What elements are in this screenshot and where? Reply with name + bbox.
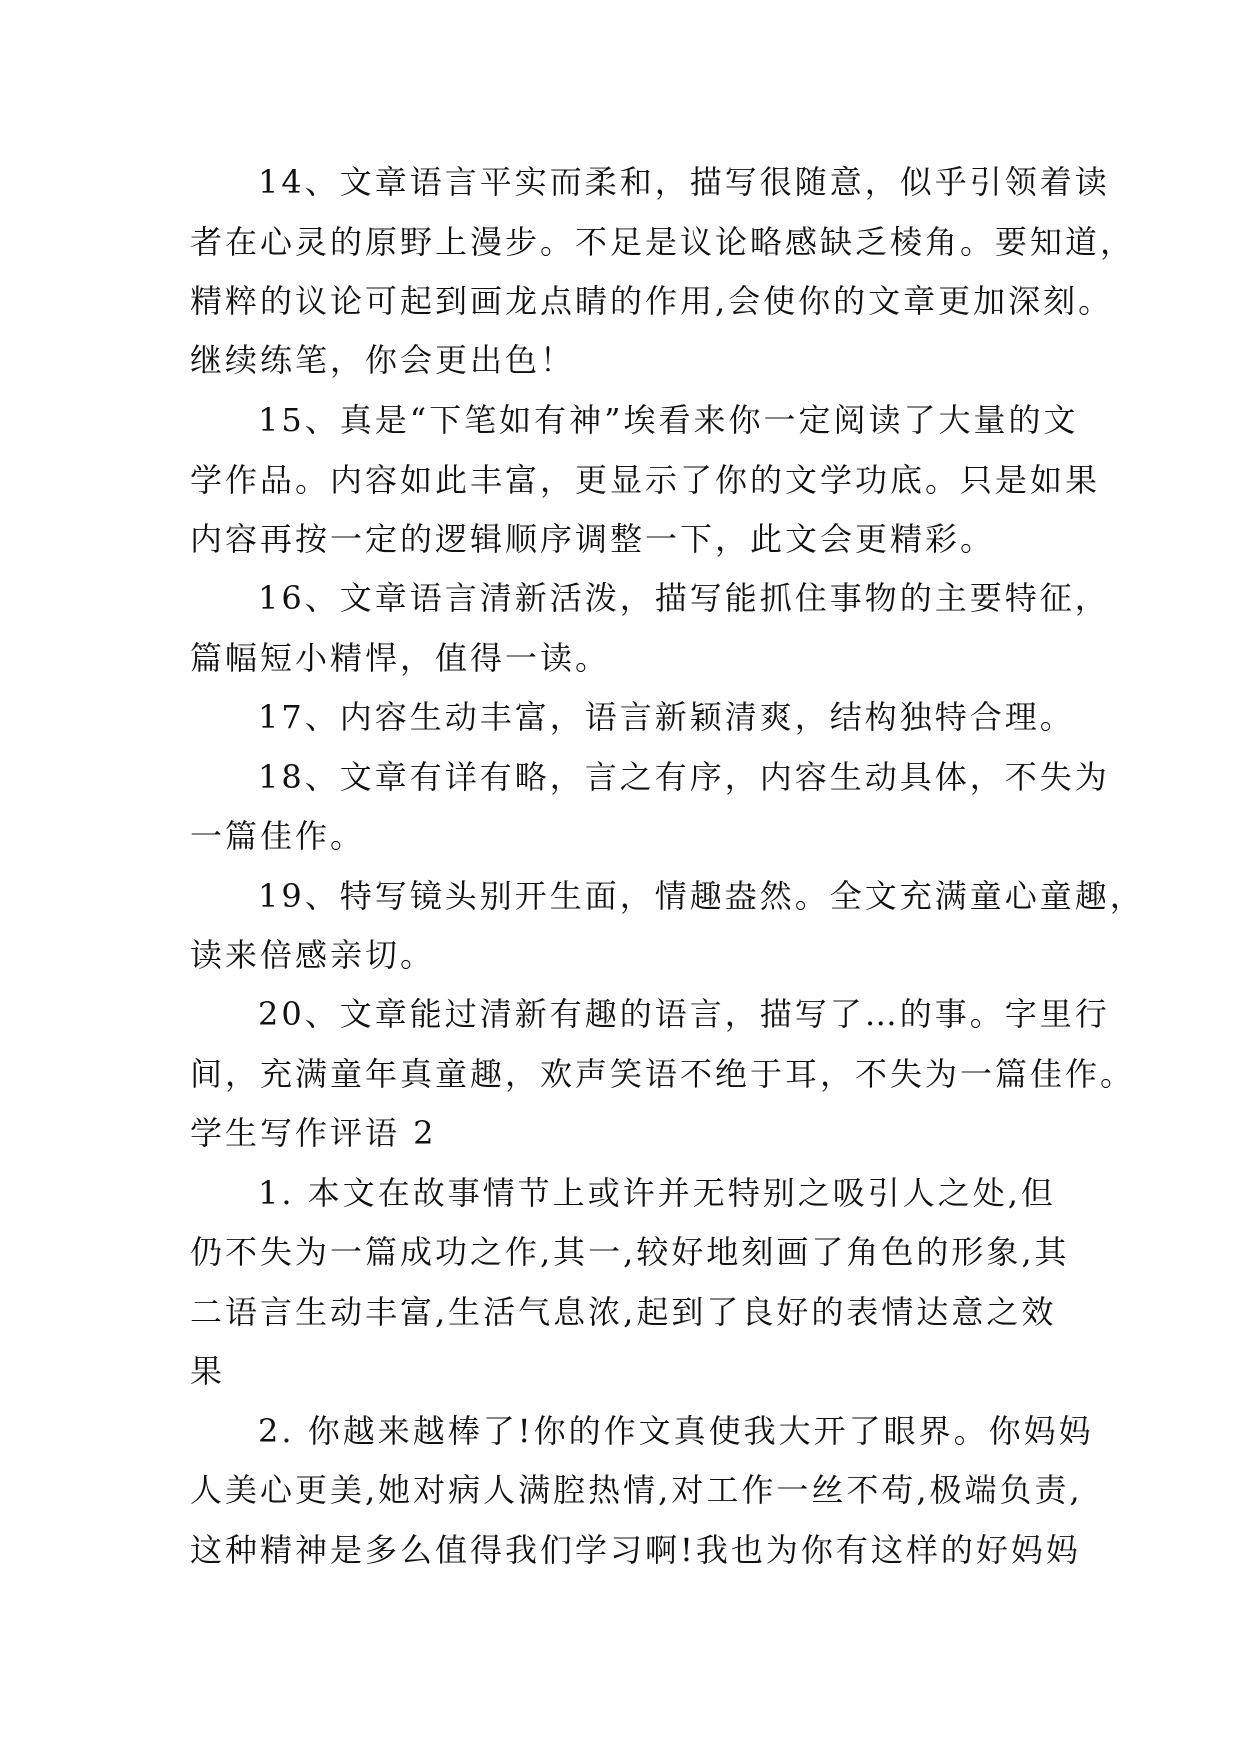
comment-18-line-2: 一篇佳作。 [190, 817, 366, 855]
comment-14-line-3: 精粹的议论可起到画龙点睛的作用,会使你的文章更加深刻。 [190, 282, 1114, 320]
item-1-line-1: 1. 本文在故事情节上或许并无特别之吸引人之处,但 [258, 1174, 1056, 1212]
comment-16-line-1: 16、文章语言清新活泼，描写能抓住事物的主要特征， [258, 579, 1110, 617]
section-heading: 学生写作评语 2 [190, 1114, 437, 1152]
comment-14-line-4: 继续练笔，你会更出色！ [190, 341, 576, 379]
comment-15-line-1: 15、真是“下笔如有神”埃看来你一定阅读了大量的文 [258, 401, 1079, 439]
item-1-line-3: 二语言生动丰富,生活气息浓,起到了良好的表情达意之效 [190, 1293, 1057, 1331]
comment-15-line-2: 学作品。内容如此丰富，更显示了你的文学功底。只是如果 [190, 461, 1101, 499]
item-2-line-3: 这种精神是多么值得我们学习啊!我也为你有这样的好妈妈 [190, 1531, 1081, 1569]
item-1-line-2: 仍不失为一篇成功之作,其一,较好地刻画了角色的形象,其 [190, 1233, 1070, 1271]
comment-17-line-1: 17、内容生动丰富，语言新颖清爽，结构独特合理。 [258, 698, 1075, 736]
comment-15-line-3: 内容再按一定的逻辑顺序调整一下，此文会更精彩。 [190, 520, 996, 558]
item-2-line-1: 2. 你越来越棒了!你的作文真使我大开了眼界。你妈妈 [258, 1412, 1094, 1450]
comment-19-line-1: 19、特写镜头别开生面，情趣盎然。全文充满童心童趣， [258, 877, 1145, 915]
comment-18-line-1: 18、文章有详有略，言之有序，内容生动具体，不失为 [258, 758, 1110, 796]
item-2-line-2: 人美心更美,她对病人满腔热情,对工作一丝不苟,极端负责, [190, 1471, 1083, 1509]
item-1-line-4: 果 [190, 1352, 226, 1390]
comment-14-line-1: 14、文章语言平实而柔和，描写很随意，似乎引领着读 [258, 163, 1110, 201]
comment-19-line-2: 读来倍感亲切。 [190, 936, 436, 974]
comment-20-line-2: 间，充满童年真童趣，欢声笑语不绝于耳，不失为一篇佳作。 [190, 1055, 1136, 1093]
comment-14-line-2: 者在心灵的原野上漫步。不足是议论略感缺乏棱角。要知道， [190, 223, 1136, 261]
comment-16-line-2: 篇幅短小精悍，值得一读。 [190, 639, 611, 677]
comment-20-line-1: 20、文章能过清新有趣的语言，描写了…的事。字里行 [258, 995, 1110, 1033]
